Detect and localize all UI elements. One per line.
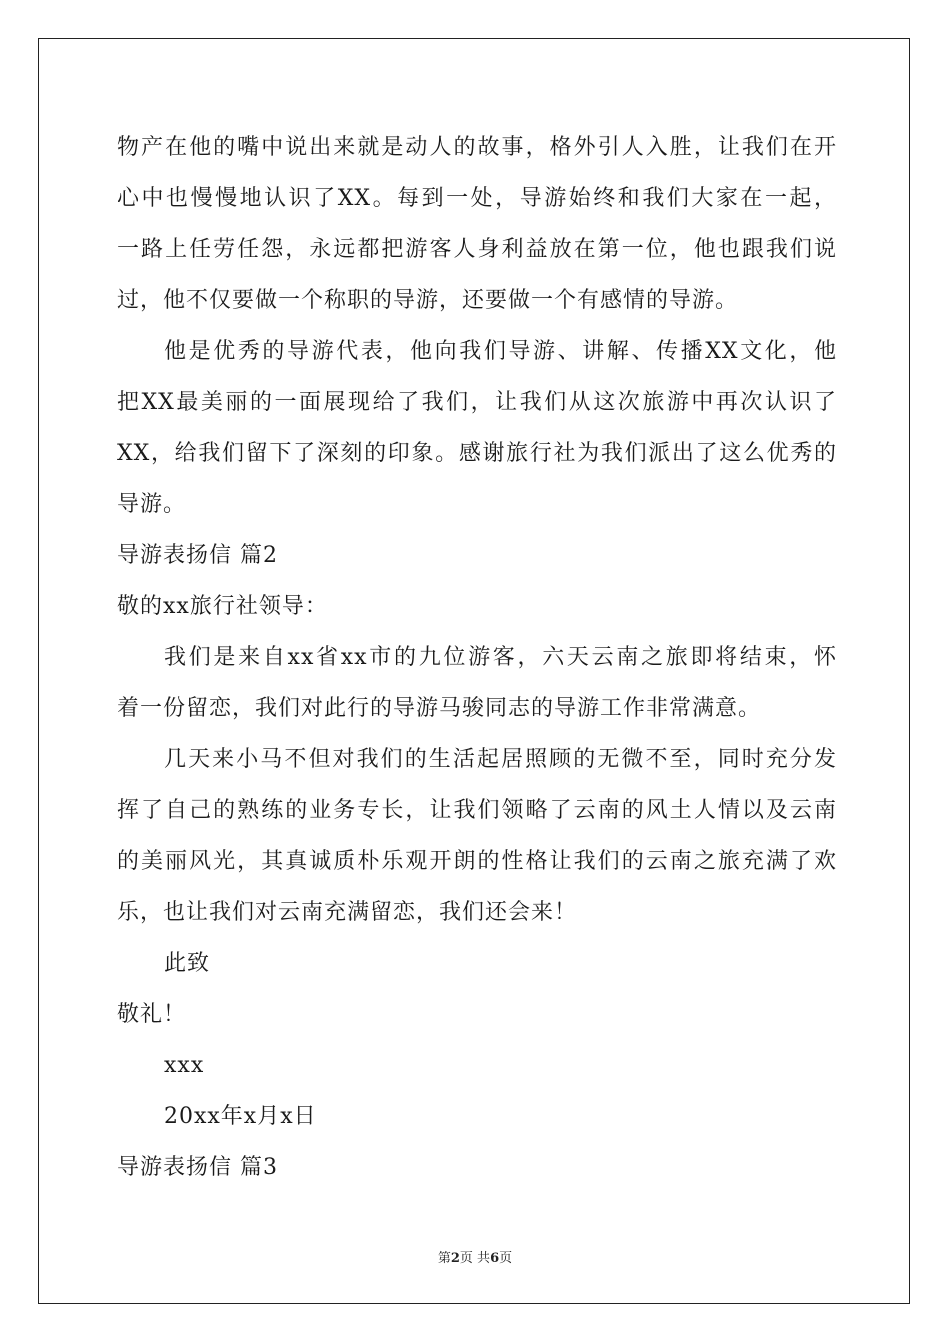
footer-middle: 页 共 — [459, 1251, 491, 1266]
text-line: xxx — [164, 1053, 205, 1078]
text-line: XX，给我们留下了深刻的印象。感谢旅行社为我们派出了这么优秀的 — [117, 441, 837, 466]
text-line: 把XX最美丽的一面展现给了我们，让我们从这次旅游中再次认识了 — [117, 390, 837, 415]
current-page-number: 2 — [450, 1251, 460, 1266]
document-body — [117, 122, 837, 1193]
text-line: 我们是来自xx省xx市的九位游客，六天云南之旅即将结束，怀 — [164, 645, 837, 670]
text-line: 挥了自己的熟练的业务专长，让我们领略了云南的风土人情以及云南 — [117, 798, 837, 823]
total-page-number: 6 — [490, 1251, 500, 1266]
text-line: 一路上任劳任怨，永远都把游客人身利益放在第一位，他也跟我们说 — [117, 237, 837, 262]
text-line: 敬的xx旅行社领导： — [117, 594, 328, 619]
text-line: 几天来小马不但对我们的生活起居照顾的无微不至，同时充分发 — [164, 747, 837, 772]
text-line: 的美丽风光，其真诚质朴乐观开朗的性格让我们的云南之旅充满了欢 — [117, 849, 837, 874]
text-line: 20xx年x月x日 — [164, 1104, 317, 1129]
footer-suffix: 页 — [499, 1251, 513, 1266]
text-line: 着一份留恋，我们对此行的导游马骏同志的导游工作非常满意。 — [117, 696, 762, 721]
text-line: 心中也慢慢地认识了XX。每到一处，导游始终和我们大家在一起， — [117, 186, 837, 211]
text-line: 导游表扬信 篇3 — [117, 1155, 278, 1180]
text-line: 乐，也让我们对云南充满留恋，我们还会来！ — [117, 900, 578, 925]
footer-prefix: 第 — [437, 1251, 451, 1266]
text-line: 导游表扬信 篇2 — [117, 543, 278, 568]
text-line: 物产在他的嘴中说出来就是动人的故事，格外引人入胜，让我们在开 — [117, 135, 837, 160]
text-line: 此致 — [164, 951, 211, 976]
text-line: 导游。 — [117, 492, 187, 517]
text-line: 他是优秀的导游代表，他向我们导游、讲解、传播XX文化，他 — [164, 339, 837, 364]
text-line: 敬礼！ — [117, 1002, 187, 1027]
text-line: 过，他不仅要做一个称职的导游，还要做一个有感情的导游。 — [117, 288, 739, 313]
page-footer — [0, 1247, 950, 1266]
